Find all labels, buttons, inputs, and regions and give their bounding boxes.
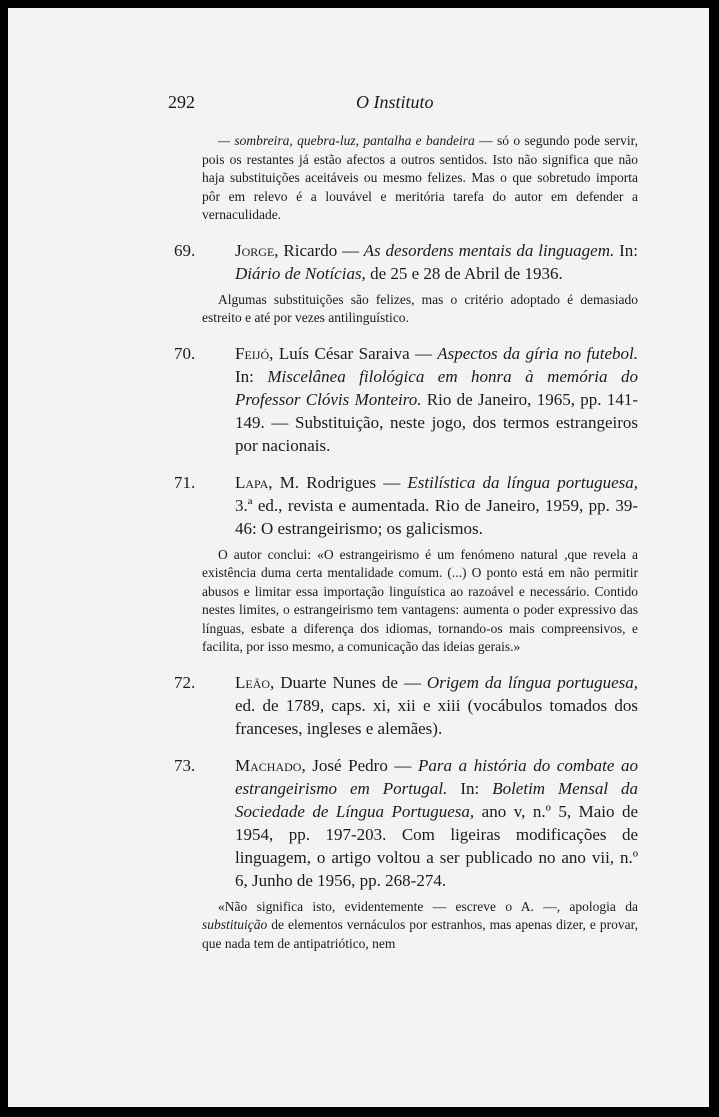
entry-number: 72. — [174, 672, 196, 692]
intro-paragraph — [202, 132, 638, 225]
entry-title: Aspectos da gíria no futebol. — [432, 343, 639, 363]
entry-citation — [235, 239, 638, 285]
intro-text: — só o segundo pode servir, pois os restantes já estão afectos a outros sentidos. Isto não significa que não haja substituições aceitáveis ou mesmo felizes. Mas o que sobretudo importa pôr em relevo é a louvável e meritória tarefa do autor em defender a vernaculidade. — [202, 133, 638, 222]
entry-annotation — [202, 898, 638, 954]
entry-title: Estilística da língua portuguesa, — [400, 472, 639, 492]
annotation-text-b: de elementos vernáculos por estranhos, mas apenas dizer, e provar, que nada tem de antipatriótico, nem — [202, 917, 638, 951]
entry-citation — [235, 671, 638, 740]
bibliography-entry-70 — [174, 342, 639, 457]
entry-author-surname: Feijó, — [235, 343, 274, 363]
bibliography-entry-73 — [174, 754, 638, 954]
bibliography-entry-72 — [174, 671, 638, 740]
entry-in-label: In: — [235, 366, 268, 386]
entry-author-surname: Jorge, — [235, 240, 279, 260]
entry-title: Origem da língua portuguesa, — [420, 672, 638, 692]
page-body — [174, 132, 639, 953]
entry-author-given: Duarte Nunes de — — [274, 672, 421, 692]
entry-details: de 25 e 28 de Abril de 1936. — [365, 263, 563, 283]
entry-source: Boletim Mensal da Sociedade de Língua Portuguesa, — [235, 778, 638, 821]
entry-author-given: José Pedro — — [305, 755, 412, 775]
page-number: 292 — [168, 92, 195, 112]
entry-source: Miscelânea filológica em honra à memória do Professor Clóvis Monteiro. — [235, 366, 638, 409]
running-title: O Instituto — [356, 92, 434, 112]
annotation-italic: substituição — [202, 917, 268, 932]
entry-author-surname: Machado, — [235, 755, 306, 775]
intro-italic-terms: — sombreira, quebra-luz, pantalha e bandeira — [218, 133, 475, 148]
entry-author-surname: Leão, — [235, 672, 275, 692]
entry-details: ed. de 1789, caps. xi, xii e xiii (vocábulos tomados dos franceses, ingleses e alemães). — [235, 695, 638, 738]
entry-source: Diário de Notícias, — [235, 263, 366, 283]
entry-title: As desordens mentais da linguagem. — [359, 240, 615, 260]
entry-citation — [235, 754, 638, 892]
entry-citation — [235, 342, 638, 457]
entry-number: 69. — [174, 240, 196, 260]
entry-author-surname: Lapa, — [235, 472, 273, 492]
bibliography-entry-71 — [174, 471, 639, 657]
entry-title: Para a história do combate ao estrangeirismo em Portugal. — [235, 755, 638, 798]
entry-in-label: In: — [614, 240, 638, 260]
entry-number: 73. — [174, 755, 196, 775]
entry-details: 3.ª ed., revista e aumentada. Rio de Janeiro, 1959, pp. 39-46: O estrangeirismo; os galicismos. — [235, 495, 638, 538]
annotation-text-a: «Não significa isto, evidentemente — escreve o A. —, apologia da — [218, 898, 638, 914]
entry-citation — [235, 471, 638, 540]
entry-details: ano v, n.º 5, Maio de 1954, pp. 197-203. Com ligeiras modificações de linguagem, o artigo voltou a ser publicado no ano vii, n.º 6, Junho de 1956, pp. 268-274. — [235, 801, 638, 890]
entry-annotation: Algumas substituições são felizes, mas o critério adoptado é demasiado estreito e até por vezes antilinguístico. — [202, 291, 638, 325]
page-header — [168, 92, 508, 116]
entry-annotation: O autor conclui: «O estrangeirismo é um fenómeno natural ,que revela a existência duma certa mentalidade comum. (...) O ponto está em não permitir abusos e limitar essa importação linguística ao razoável e necessário. Contido nestes limites, o estrangeirismo tem vantagens: aumenta o poder expressivo das línguas, esbate a diferença dos idiomas, tornando-os mais compreensivos, e facilita, por isso mesmo, a comunicação das ideias gerais.» — [202, 546, 638, 654]
entry-in-label: In: — [447, 778, 493, 798]
entry-author-given: M. Rodrigues — — [272, 472, 401, 492]
entry-details: Rio de Janeiro, 1965, pp. 141-149. — Substituição, neste jogo, dos termos estrangeiros por nacionais. — [235, 389, 638, 455]
entry-number: 70. — [174, 343, 196, 363]
bibliography-entry-69 — [174, 239, 638, 328]
entry-number: 71. — [174, 472, 196, 492]
book-page — [8, 8, 709, 1107]
entry-author-given: Ricardo — — [278, 240, 360, 260]
entry-author-given: Luís César Saraiva — — [273, 343, 433, 363]
